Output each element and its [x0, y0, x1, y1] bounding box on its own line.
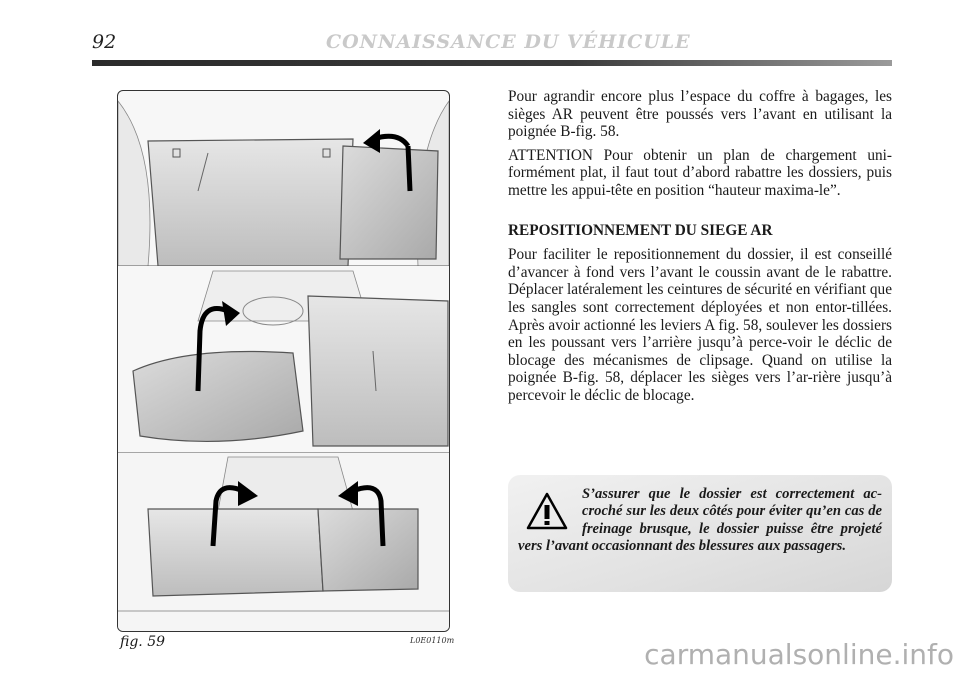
- paragraph-enlarge-trunk: Pour agrandir encore plus l’espace du coffre à bagages, les sièges AR peuvent être poussés vers l’avant en utilisant la poignée B-fig. 58.: [508, 88, 892, 141]
- header-rule: [92, 60, 892, 66]
- paragraph-attention: ATTENTION Pour obtenir un plan de chargement uni-formément plat, il faut tout d’abord rabattre les dossiers, puis mettre les appui-tête en position “hauteur maxima-le”.: [508, 146, 892, 199]
- section-title: CONNAISSANCE DU VÉHICULE: [326, 31, 691, 53]
- panel-3-both-seats: [118, 453, 449, 631]
- warning-box: [508, 475, 892, 592]
- seat-illustration-figure: [117, 90, 450, 632]
- body-text-column: [508, 88, 892, 411]
- panel-1-folding-backrest: [118, 101, 449, 266]
- figure-code: L0E0110m: [410, 636, 455, 645]
- page-number: 92: [92, 31, 117, 53]
- warning-text: S’assurer que le dossier est correctement ac-croché sur les deux côtés pour éviter qu’en cas de freinage brusque, le dossier puisse être projeté vers l’avant occasionnant des blessures aux passagers.: [518, 486, 882, 555]
- repositioning-heading: REPOSITIONNEMENT DU SIEGE AR: [508, 221, 773, 239]
- paragraph-repositioning: Pour faciliter le repositionnement du dossier, il est conseillé d’avancer à fond vers l’avant le coussin avant de le rabattre. Déplacer latéralement les ceintures de sécurité en vérifiant que les sangles sont correctement déployées et non entor-tillées. Après avoir actionné les leviers A fig. 58, soulever les dossiers en les poussant vers l’arrière jusqu’à perce-voir le déclic de blocage des mécanismes de clipsage. Quand on utilise la poignée B-fig. 58, déplacer les sièges vers l’ar-rière jusqu’à percevoir le déclic de blocage.: [508, 246, 892, 404]
- warning-triangle-icon: [526, 492, 568, 530]
- figure-caption: fig. 59: [120, 634, 166, 650]
- panel-2-lifting-cushion: [118, 266, 449, 453]
- watermark: carmanualsonline.info: [644, 638, 954, 671]
